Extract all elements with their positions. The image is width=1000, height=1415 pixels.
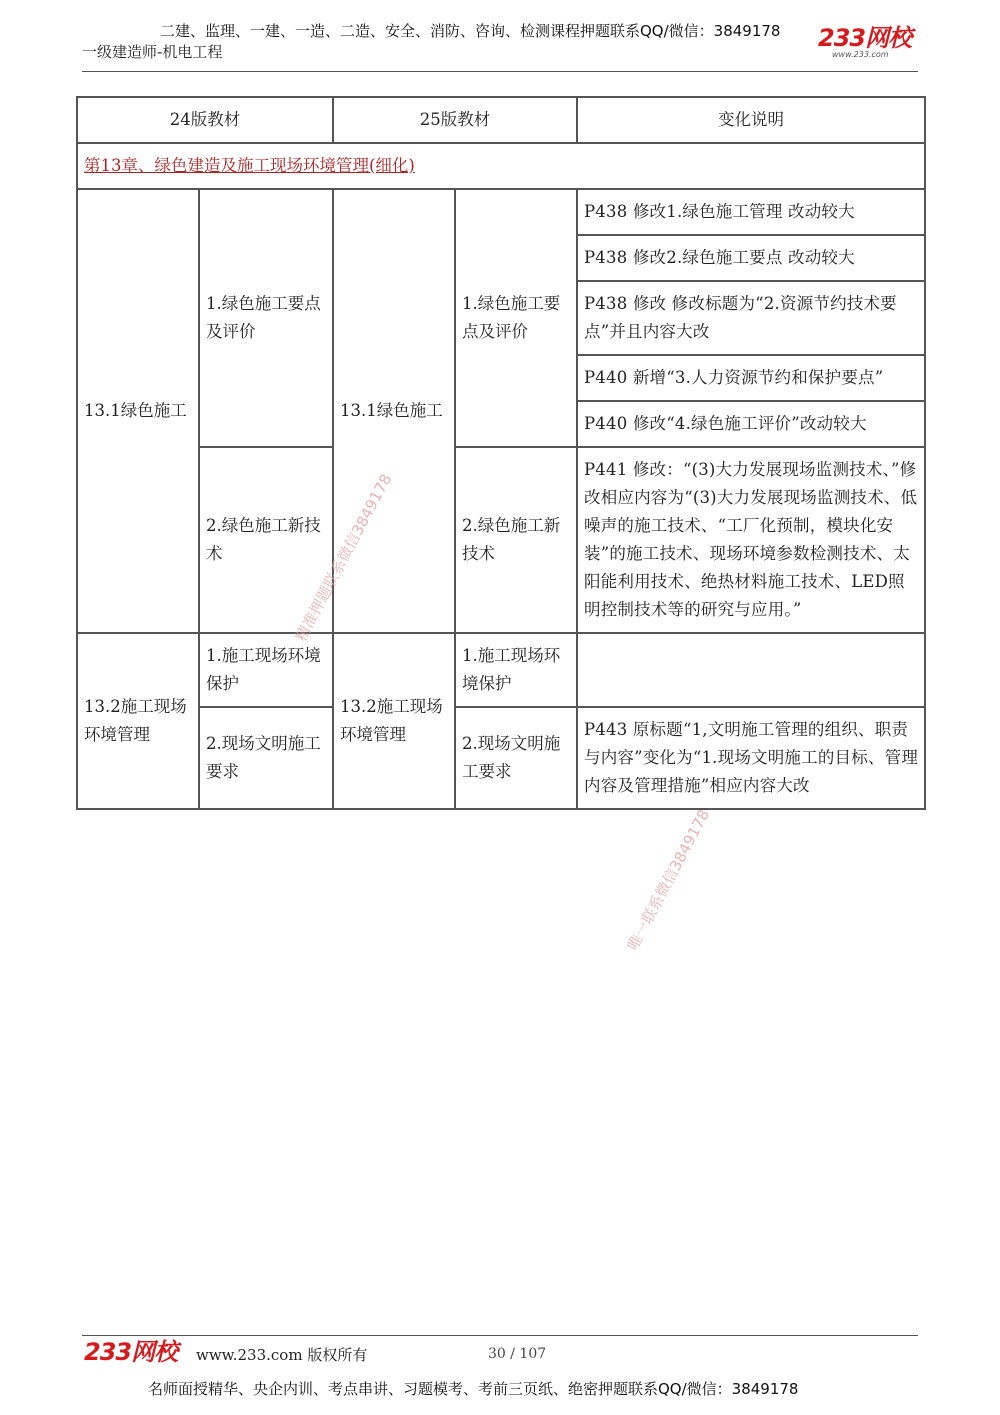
table-header-row xyxy=(77,97,925,143)
subsection-cell-v24: 1.施工现场环境保护 xyxy=(199,633,333,707)
subsection-cell-v25: 1.施工现场环境保护 xyxy=(455,633,577,707)
subsection-cell-v24: 1.绿色施工要点及评价 xyxy=(199,189,333,447)
table-row xyxy=(77,447,925,633)
chapter-row xyxy=(77,143,925,189)
table-row xyxy=(77,189,925,235)
change-note: P443 原标题“1,文明施工管理的组织、职责与内容”变化为“1.现场文明施工的目标、管理内容及管理措施”相应内容大改 xyxy=(577,707,925,809)
change-note xyxy=(577,633,925,707)
brand-logo-url: www.233.com xyxy=(832,50,889,59)
subsection-cell-v25: 2.现场文明施工要求 xyxy=(455,707,577,809)
header-promo-text: 二建、监理、一建、一造、二造、安全、消防、咨询、检测课程押题联系QQ/微信：3849178 xyxy=(160,22,781,40)
brand-logo-top xyxy=(818,26,918,62)
change-note: P438 修改1.绿色施工管理 改动较大 xyxy=(577,189,925,235)
watermark-text: 唯一联系微信3849178 xyxy=(623,806,714,954)
section-cell-v25: 13.1绿色施工 xyxy=(333,189,455,633)
textbook-changes-table xyxy=(76,96,926,810)
subsection-cell-v25: 2.绿色施工新技术 xyxy=(455,447,577,633)
footer-promo-text: 名师面授精华、央企内训、考点串讲、习题模考、考前三页纸、绝密押题联系QQ/微信：3849178 xyxy=(148,1380,799,1398)
table-row xyxy=(77,707,925,809)
change-note: P438 修改2.绿色施工要点 改动较大 xyxy=(577,235,925,281)
header-cell-v24: 24版教材 xyxy=(77,97,333,143)
subsection-cell-v24: 2.现场文明施工要求 xyxy=(199,707,333,809)
brand-logo-text: 233网校 xyxy=(818,24,912,52)
page-number: 30 / 107 xyxy=(488,1346,547,1362)
change-note: P440 新增“3.人力资源节约和保护要点” xyxy=(577,355,925,401)
brand-logo-bottom: 233网校 xyxy=(84,1338,178,1366)
footer-divider xyxy=(82,1335,918,1336)
section-cell-v25: 13.2施工现场环境管理 xyxy=(333,633,455,809)
chapter-title: 第13章、绿色建造及施工现场环境管理(细化) xyxy=(77,143,925,189)
table-row xyxy=(77,633,925,707)
subsection-cell-v25: 1.绿色施工要点及评价 xyxy=(455,189,577,447)
section-cell-v24: 13.2施工现场环境管理 xyxy=(77,633,199,809)
header-cell-changes: 变化说明 xyxy=(577,97,925,143)
header-cell-v25: 25版教材 xyxy=(333,97,577,143)
section-cell-v24: 13.1绿色施工 xyxy=(77,189,199,633)
change-note: P441 修改：“(3)大力发展现场监测技术、”修改相应内容为“(3)大力发展现场监测技术、低噪声的施工技术、“工厂化预制，模块化安装”的施工技术、现场环境参数检测技术、太阳能利用技术、绝热材料施工技术、LED照明控制技术等的研究与应用。” xyxy=(577,447,925,633)
footer-copyright: www.233.com 版权所有 xyxy=(196,1346,368,1364)
subsection-cell-v24: 2.绿色施工新技术 xyxy=(199,447,333,633)
document-subtitle: 一级建造师-机电工程 xyxy=(82,43,223,61)
header-divider xyxy=(82,71,918,72)
change-note: P438 修改 修改标题为“2.资源节约技术要点”并且内容大改 xyxy=(577,281,925,355)
watermark-text: 精准押题联系微信3849178 xyxy=(291,470,396,645)
change-note: P440 修改“4.绿色施工评价”改动较大 xyxy=(577,401,925,447)
